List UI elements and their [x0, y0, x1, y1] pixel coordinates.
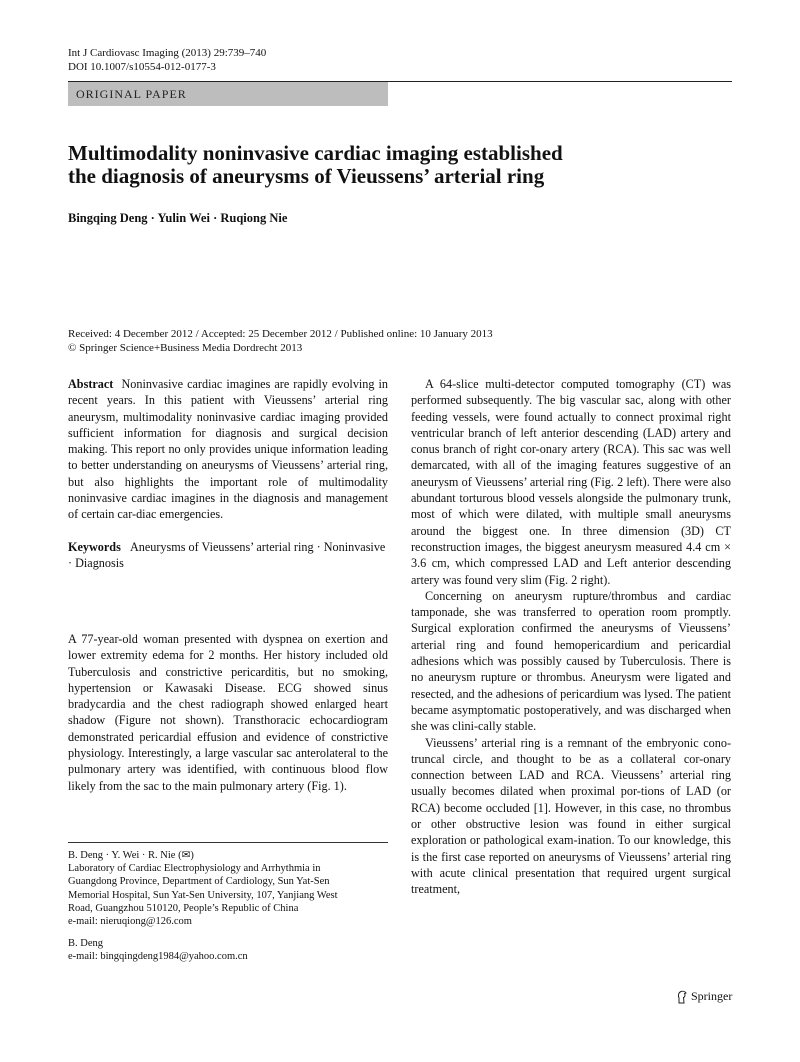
journal-header	[68, 46, 266, 74]
footnote-line: B. Deng	[68, 938, 103, 950]
springer-horse-icon	[676, 990, 688, 1004]
publication-dates	[68, 327, 493, 355]
footnote-line: Road, Guangzhou 510120, People’s Republic of China	[68, 902, 299, 914]
article-title	[68, 142, 668, 188]
abstract	[68, 376, 388, 523]
footnote-line: Laboratory of Cardiac Electrophysiology and Arrhythmia in	[68, 863, 321, 875]
body-paragraph: A 64-slice multi-detector computed tomography (CT) was performed subsequently. The big vascular sac, along with other feeding vessels, were found actually to connect proximal right ventricular branch of left anterior descending (LAD) artery and conus branch of right cor-onary artery (RCA). This sac was well demarcated, with all of the imaging features suggestive of an aneurysm of Vieussens’ arterial ring (Fig. 2 left). There were also abundant torturous blood vessels alongside the pulmonary trunk, most of which were dilated, with multiple small aneurysms around the biggest one. In three dimension (3D) CT reconstruction images, the biggest aneurysm measured 4.4 cm × 3.6 cm, which compressed LAD and Left anterior descending artery was found very slim (Fig. 2 right).	[411, 377, 731, 587]
journal-citation: Int J Cardiovasc Imaging (2013) 29:739–740	[68, 47, 267, 59]
title-line: the diagnosis of aneurysms of Vieussens’ arterial ring	[68, 164, 545, 188]
copyright: © Springer Science+Business Media Dordrecht 2013	[68, 342, 303, 354]
author-email[interactable]: e-mail: nieruqiong@126.com	[68, 916, 192, 928]
publisher-logo	[676, 989, 732, 1004]
author-footnote	[68, 849, 388, 964]
keywords	[68, 539, 388, 572]
keywords-label: Keywords	[68, 539, 121, 554]
author-email[interactable]: e-mail: bingqingdeng1984@yahoo.com.cn	[68, 951, 248, 963]
date-history: Received: 4 December 2012 / Accepted: 25 December 2012 / Published online: 10 January 2013	[68, 328, 493, 340]
footnote-line: Guangdong Province, Department of Cardiology, Sun Yat-Sen	[68, 876, 330, 888]
keywords-text: Aneurysms of Vieussens’ arterial ring · Noninvasive · Diagnosis	[68, 539, 386, 570]
publisher-name: Springer	[691, 989, 733, 1003]
doi: DOI 10.1007/s10554-012-0177-3	[68, 61, 216, 73]
body-paragraph: Concerning on aneurysm rupture/thrombus and cardiac tamponade, she was transferred to operation room promptly. Surgical exploration confirmed the aneurysms of Vieussens’ arterial ring and found hemopericardium and pericardial adhesions which was possibly caused by Tuberculosis. There is no aneurysm rupture or thrombus. Aneurysm were ligated and resected, and the adhesions of pericardium was lysed. The patient became asymptomatic postoperatively, and was discharged when she was clini-cally stable.	[411, 588, 731, 734]
abstract-text: Noninvasive cardiac imagines are rapidly evolving in recent years. In this patient with Vieussens’ arterial ring aneurysm, multimodality noninvasive cardiac imaging provided sufficient information for diagnosis and surgical decision making. This report no only provides unique information leading to better understanding on aneurysms of Vieussens’ arterial ring, but also highlights the important role of multimodality noninvasive cardiac imagines in the diagnosis and management of certain car-diac emergencies.	[68, 377, 389, 522]
right-column	[411, 376, 731, 898]
abstract-label: Abstract	[68, 377, 114, 391]
footnote-line: B. Deng · Y. Wei · R. Nie (✉)	[68, 850, 194, 861]
intro-section	[68, 631, 388, 794]
body-paragraph: Vieussens’ arterial ring is a remnant of the embryonic cono-truncal circle, and thought to be as a collateral cor-onary connection between LAD and RCA. Vieussens’ arterial ring usually becomes dilated when proximal por-tions of LAD (or RCA) become occluded [1]. However, in this case, no thrombus or other obstructive lesion was found in either surgical exploration or pathological exam-ination. To our knowledge, this is the first case reported on aneurysms of Vieussens’ arterial ring with acute clinical presentation that required urgent surgical treatment,	[411, 735, 731, 897]
title-line: Multimodality noninvasive cardiac imaging established	[68, 141, 563, 165]
authors: Bingqing Deng · Yulin Wei · Ruqiong Nie	[68, 211, 288, 225]
footnote-line: Memorial Hospital, Sun Yat-Sen University, 107, Yanjiang West	[68, 889, 338, 901]
left-column	[68, 376, 388, 571]
section-label: ORIGINAL PAPER	[68, 82, 388, 106]
intro-paragraph: A 77-year-old woman presented with dyspnea on exertion and lower extremity edema for 2 months. Her history included old Tuberculosis and constrictive pericarditis, but no smoking, hypertension or Kawasaki Disease. ECG showed sinus bradycardia and the chest radiograph showed enlarged heart shadow (Figure not shown). Transthoracic echocardiogram demonstrated pericardial effusion and evidence of constrictive physiology. Interestingly, a large vascular sac anterolateral to the pulmonary artery was identified, with continuous blood flow likely from the sac to the main pulmonary artery (Fig. 1).	[68, 632, 388, 793]
footnote-rule	[68, 842, 388, 843]
